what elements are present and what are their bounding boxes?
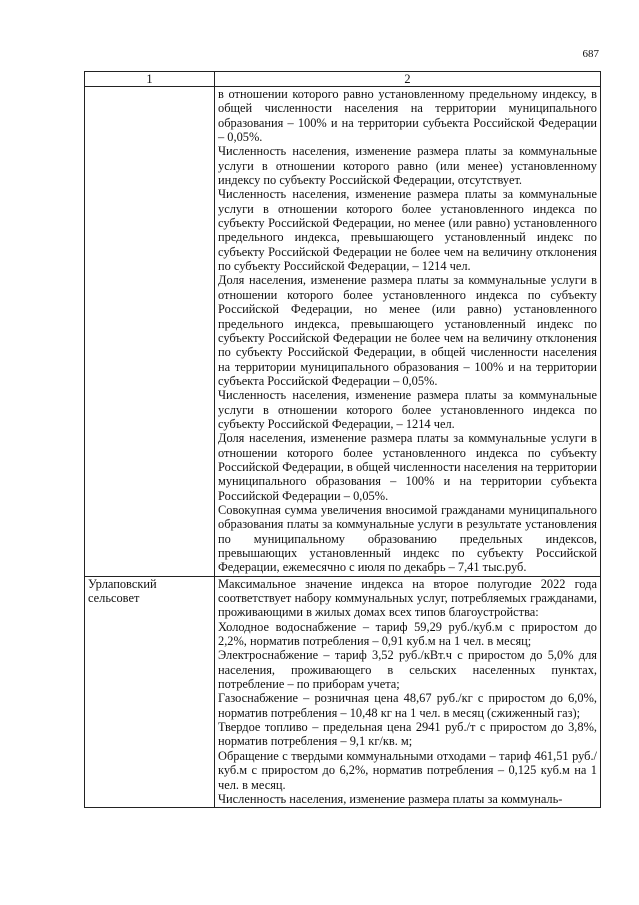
paragraph: Доля населения, изменение размера платы за коммунальные услуги в отношении которого более установленного индекса по субъекту Российской Федерации, но менее (или равно) установленного предельного индекса, превышающего установленный индекс по субъекту Российской Федерации не более чем на величину отклонения по субъекту Российской Федерации, в общей численности населения на территории муниципального образования – 100% и на территории субъекта Российской Федерации – 0,05%.	[218, 273, 597, 388]
paragraph: Численность населения, изменение размера платы за коммуналь-	[218, 791, 563, 806]
paragraph: Численность населения, изменение размера платы за коммунальные услуги в отношении которого более установленного индекса по субъекту Российской Федерации, но менее (или равно) установленного предельного индекса, превышающего установленный индекс по субъекту Российской Федерации не более чем на величину отклонения по субъекту Российской Федерации, – 1214 чел.	[218, 187, 597, 274]
description-cell	[215, 87, 601, 577]
paragraph: Твердое топливо – предельная цена 2941 руб./т с приростом до 3,8%, норматив потребления – 9,1 кг/кв. м;	[218, 720, 597, 749]
paragraph: Обращение с твердыми коммунальными отходами – тариф 461,51 руб./куб.м с приростом до 6,2%, норматив потребления – 0,125 куб.м на 1 чел. в месяц.	[218, 748, 597, 792]
municipality-cell: Урлаповский сельсовет	[85, 576, 215, 807]
table-header-row	[85, 72, 601, 87]
column-header-1: 1	[85, 72, 215, 87]
description-cell	[215, 576, 601, 807]
paragraph: Численность населения, изменение размера платы за коммунальные услуги в отношении которого более установленного индекса по субъекту Российской Федерации, – 1214 чел.	[218, 388, 597, 431]
paragraph: Максимальное значение индекса на второе полугодие 2022 года соответствует набору коммунальных услуг, потребляемых гражданами, проживающими в жилых домах всех типов благоустройства:	[218, 576, 597, 620]
paragraph: Газоснабжение – розничная цена 48,67 руб./кг с приростом до 6,0%, норматив потребления – 10,48 кг на 1 чел. в месяц (сжиженный газ);	[218, 691, 597, 720]
page-number: 687	[582, 48, 599, 60]
paragraph: Доля населения, изменение размера платы за коммунальные услуги в отношении которого более установленного индекса по субъекту Российской Федерации, в общей численности населения на территории муниципального образования – 100% и на территории субъекта Российской Федерации – 0,05%.	[218, 431, 597, 503]
table-row	[85, 87, 601, 577]
municipality-cell	[85, 87, 215, 577]
table-row	[85, 576, 601, 807]
paragraph: Холодное водоснабжение – тариф 59,29 руб./куб.м с приростом до 2,2%, норматив потребления – 0,91 куб.м на 1 чел. в месяц;	[218, 619, 597, 649]
municipal-utilities-table	[84, 71, 601, 808]
paragraph: Электроснабжение – тариф 3,52 руб./кВт.ч с приростом до 5,0% для населения, проживающего в сельских населенных пунктах, потребление – по приборам учета;	[218, 648, 597, 692]
column-header-2: 2	[215, 72, 601, 87]
paragraph: Численность населения, изменение размера платы за коммунальные услуги в отношении которого равно (или менее) установленному индексу по субъекту Российской Федерации, отсутствует.	[218, 144, 597, 188]
paragraph: Совокупная сумма увеличения вносимой гражданами муниципального образования платы за коммунальные услуги в результате установления по муниципальному образованию предельных индексов, превышающих установленный индекс по субъекту Российской Федерации, ежемесячно с июля по декабрь – 7,41 тыс.руб.	[218, 502, 597, 575]
paragraph: в отношении которого равно установленному предельному индексу, в общей численности населения на территории муниципального образования – 100% и на территории субъекта Российской Федерации – 0,05%.	[218, 87, 597, 145]
